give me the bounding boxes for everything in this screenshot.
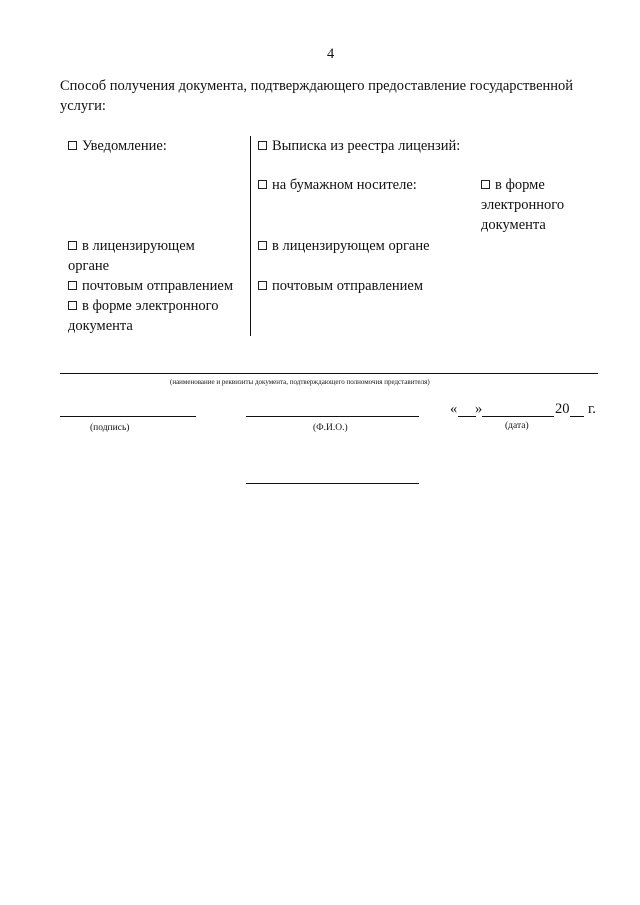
checkbox-icon[interactable]	[68, 281, 77, 290]
date-day-line[interactable]	[458, 416, 476, 417]
notification-label: Уведомление:	[82, 138, 167, 154]
date-caption: (дата)	[505, 421, 529, 431]
left-licensing-body-label: в лицензирующем	[82, 238, 195, 254]
checkbox-icon[interactable]	[258, 180, 267, 189]
right-mail-option[interactable]	[258, 276, 423, 296]
left-electronic-label: в форме электронного	[82, 298, 219, 314]
left-licensing-body-option[interactable]	[68, 236, 195, 256]
representative-document-line[interactable]	[60, 373, 598, 374]
bottom-signature-line[interactable]	[246, 483, 419, 484]
right-electronic-label-2: электронного	[481, 197, 565, 213]
date-year-suffix: г.	[588, 401, 596, 417]
left-licensing-body-label-2: органе	[68, 258, 110, 274]
date-month-line[interactable]	[482, 416, 554, 417]
extract-label: Выписка из реестра лицензий:	[272, 138, 461, 154]
paper-option[interactable]	[258, 175, 417, 195]
checkbox-icon[interactable]	[258, 241, 267, 250]
notification-option[interactable]	[68, 136, 167, 156]
date-open-quote: «	[450, 401, 458, 417]
name-caption: (Ф.И.О.)	[313, 423, 348, 433]
paper-label: на бумажном носителе:	[272, 177, 417, 193]
page-number: 4	[327, 46, 335, 62]
date-close-quote: »	[475, 401, 483, 417]
intro-line-2: услуги:	[60, 98, 106, 114]
left-mail-option[interactable]	[68, 276, 233, 296]
right-electronic-label-3: документа	[481, 217, 546, 233]
column-divider	[250, 136, 251, 336]
checkbox-icon[interactable]	[258, 141, 267, 150]
representative-caption: (наименование и реквизиты документа, подтверждающего полномочия представителя)	[170, 378, 430, 386]
signature-caption: (подпись)	[90, 423, 130, 433]
name-line[interactable]	[246, 416, 419, 417]
signature-line[interactable]	[60, 416, 196, 417]
checkbox-icon[interactable]	[258, 281, 267, 290]
date-year-line[interactable]	[570, 416, 584, 417]
checkbox-icon[interactable]	[68, 301, 77, 310]
intro-line-1: Способ получения документа, подтверждающего предоставление государственной	[60, 78, 574, 94]
right-electronic-option[interactable]	[481, 175, 545, 195]
date-year-prefix: 20	[555, 401, 570, 417]
right-electronic-label: в форме	[495, 177, 545, 193]
left-electronic-label-2: документа	[68, 318, 133, 334]
checkbox-icon[interactable]	[68, 141, 77, 150]
extract-option[interactable]	[258, 136, 460, 156]
checkbox-icon[interactable]	[481, 180, 490, 189]
right-mail-label: почтовым отправлением	[272, 278, 424, 294]
checkbox-icon[interactable]	[68, 241, 77, 250]
left-electronic-option[interactable]	[68, 296, 219, 316]
right-licensing-body-option[interactable]	[258, 236, 430, 256]
left-mail-label: почтовым отправлением	[82, 278, 234, 294]
right-licensing-body-label: в лицензирующем органе	[272, 238, 430, 254]
